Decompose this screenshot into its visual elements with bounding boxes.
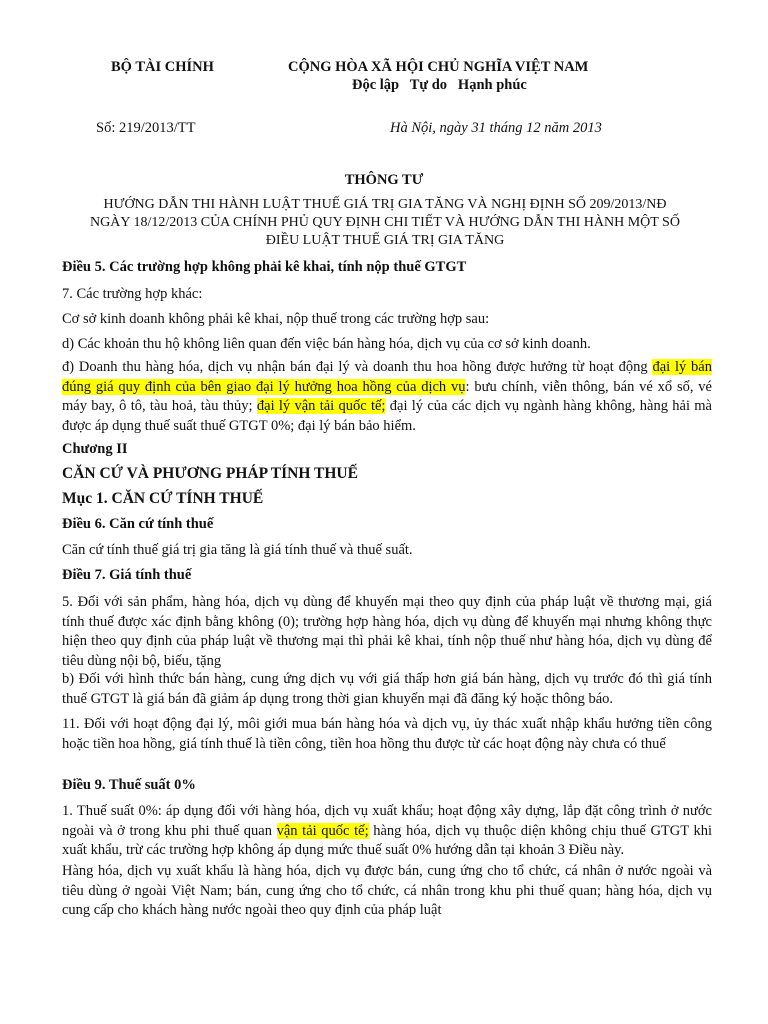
chapter-label: Chương II bbox=[62, 441, 128, 457]
article-6-heading: Điều 6. Căn cứ tính thuế bbox=[62, 516, 214, 532]
republic-name: CỘNG HÒA XÃ HỘI CHỦ NGHĨA VIỆT NAM bbox=[288, 59, 589, 75]
article-6-text: Căn cứ tính thuế giá trị gia tăng là giá tính thuế và thuế suất. bbox=[62, 542, 413, 558]
article-9-item-1 bbox=[62, 802, 712, 861]
article-5-clause-d: d) Các khoản thu hộ không liên quan đến việc bán hàng hóa, dịch vụ của cơ sở kinh doanh. bbox=[62, 336, 591, 352]
document-title bbox=[50, 196, 720, 250]
article-9-heading: Điều 9. Thuế suất 0% bbox=[62, 777, 196, 793]
document-number: Số: 219/2013/TT bbox=[96, 120, 196, 136]
article-7-clause-b: b) Đối với hình thức bán hàng, cung ứng dịch vụ với giá thấp hơn giá bán hàng, dịch vụ trước đó thì giá tính thuế GTGT là giá bán đã giảm áp dụng trong thời gian khuyến mại đã đăng ký hoặc thông báo. bbox=[62, 671, 712, 707]
article-7-heading: Điều 7. Giá tính thuế bbox=[62, 567, 192, 583]
article-7-item-11: 11. Đối với hoạt động đại lý, môi giới mua bán hàng hóa và dịch vụ, ủy thác xuất nhập khẩu hưởng tiền công hoặc tiền hoa hồng, giá tính thuế là tiền công, tiền hoa hồng thu được từ các hoạt động này chưa có thuế bbox=[62, 716, 712, 752]
clause-dd-text-2: : bưu chính, viễn thông, bán vé xổ số, vé máy bay, ô tô, tàu hoả, tàu thủy; bbox=[62, 378, 712, 414]
clause-dd-text-3: đại lý của các dịch vụ ngành hàng không, hàng hải mà được áp dụng thuế suất thuế GTGT 0%; đại lý bán bảo hiểm. bbox=[62, 398, 712, 434]
article-5-clause-dd bbox=[62, 358, 712, 436]
section-title: Mục 1. CĂN CỨ TÍNH THUẾ bbox=[62, 490, 264, 507]
document-title-line-1: HƯỚNG DẪN THI HÀNH LUẬT THUẾ GIÁ TRỊ GIA TĂNG VÀ NGHỊ ĐỊNH SỐ 209/2013/NĐ bbox=[103, 197, 667, 212]
chapter-title: CĂN CỨ VÀ PHƯƠNG PHÁP TÍNH THUẾ bbox=[62, 465, 358, 482]
ministry-name: BỘ TÀI CHÍNH bbox=[111, 59, 214, 75]
document-title-line-2: NGÀY 18/12/2013 CỦA CHÍNH PHỦ QUY ĐỊNH CHI TIẾT VÀ HƯỚNG DẪN THI HÀNH MỘT SỐ bbox=[90, 215, 680, 230]
national-motto: Độc lập Tự do Hạnh phúc bbox=[352, 77, 527, 93]
document-type: THÔNG TƯ bbox=[344, 172, 424, 188]
article-5-item-7: 7. Các trường hợp khác: bbox=[62, 286, 203, 302]
clause-dd-highlight-2: đại lý vận tải quốc tế; bbox=[256, 398, 386, 414]
article-9-highlight: vận tải quốc tế; bbox=[276, 822, 369, 839]
article-7-item-5: 5. Đối với sản phẩm, hàng hóa, dịch vụ dùng để khuyến mại theo quy định của pháp luật về thương mại, giá tính thuế được xác định bằng không (0); trường hợp hàng hóa, dịch vụ dùng để khuyến mại nhưng không thực hiện theo quy định của pháp luật về thương mại thì phải kê khai, tính nộp thuế như hàng hóa, dịch vụ dùng để tiêu dùng nội bộ, biếu, tặng bbox=[62, 594, 712, 669]
article-5-heading: Điều 5. Các trường hợp không phải kê khai, tính nộp thuế GTGT bbox=[62, 259, 467, 275]
article-5-intro: Cơ sở kinh doanh không phải kê khai, nộp thuế trong các trường hợp sau: bbox=[62, 311, 490, 327]
document-title-line-3: ĐIỀU LUẬT THUẾ GIÁ TRỊ GIA TĂNG bbox=[265, 233, 505, 248]
article-9-text-2: hàng hóa, dịch vụ thuộc diện không chịu thuế GTGT khi xuất khẩu, trừ các trường hợp không áp dụng mức thuế suất 0% hướng dẫn tại khoản 3 Điều này. bbox=[62, 822, 713, 858]
article-9-text-1: 1. Thuế suất 0%: áp dụng đối với hàng hóa, dịch vụ xuất khẩu; hoạt động xây dựng, lắp đặt công trình ở nước ngoài và ở trong khu phi thuế quan bbox=[62, 803, 712, 839]
article-9-export-definition: Hàng hóa, dịch vụ xuất khẩu là hàng hóa, dịch vụ được bán, cung ứng cho tổ chức, cá nhân ở nước ngoài và tiêu dùng ở ngoài Việt Nam; bán, cung ứng cho tổ chức, cá nhân trong khu phi thuế quan; hàng hóa, dịch vụ cung cấp cho khách hàng nước ngoài theo quy định của pháp luật bbox=[62, 863, 712, 918]
clause-dd-text-1: đ) Doanh thu hàng hóa, dịch vụ nhận bán đại lý và doanh thu hoa hồng được hưởng từ hoạt động bbox=[62, 359, 653, 375]
place-and-date: Hà Nội, ngày 31 tháng 12 năm 2013 bbox=[390, 120, 602, 136]
clause-dd-highlight-1: đại lý bán đúng giá quy định của bên giao đại lý hưởng hoa hồng của dịch vụ bbox=[62, 359, 712, 395]
